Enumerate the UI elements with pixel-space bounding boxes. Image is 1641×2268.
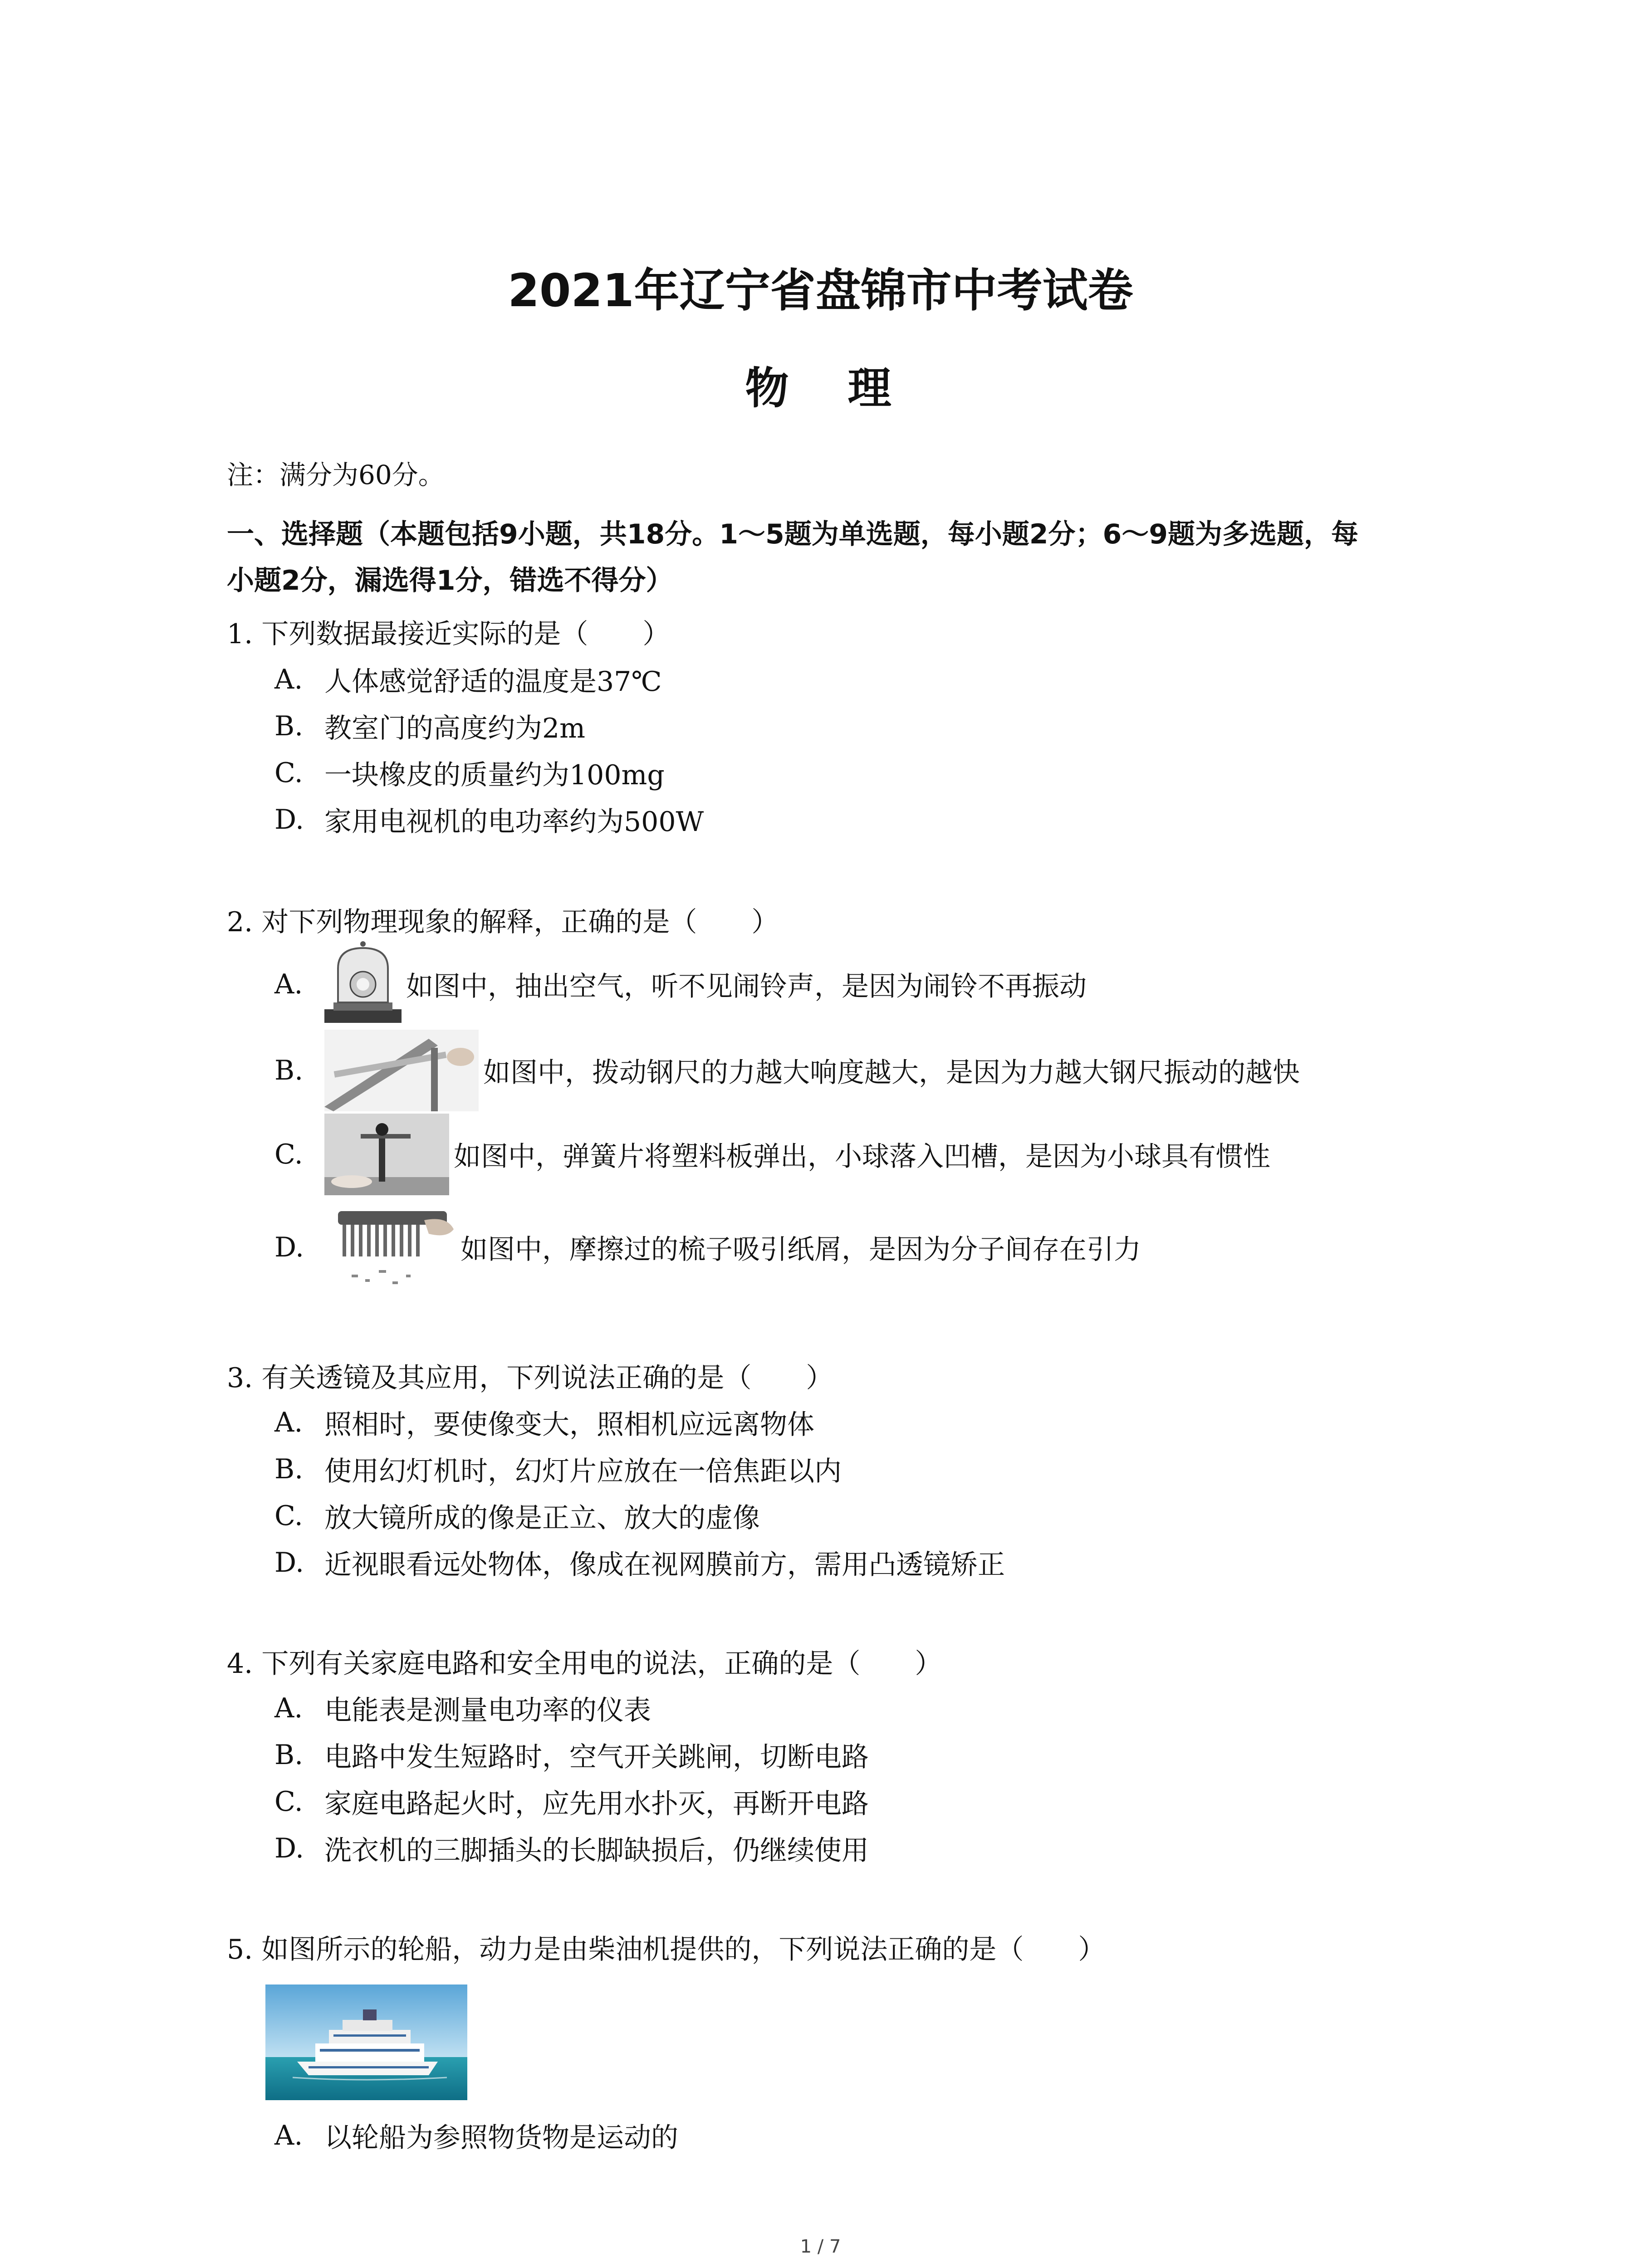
option-text: 如图中，拨动钢尺的力越大响度越大，是因为力越大钢尺振动的越快 (483, 1057, 1300, 1089)
option-letter: A. (274, 1692, 303, 1724)
option-text: 电能表是测量电功率的仪表 (324, 1695, 651, 1726)
page-number: 1 / 7 (800, 2236, 841, 2257)
question-3-option-c[interactable] (274, 1496, 760, 1535)
section-header-line-1: 一、选择题（本题包括9小题，共18分。1～5题为单选题，每小题2分；6～9题为多选题，每 (227, 518, 1358, 550)
option-text: 照相时，要使像变大，照相机应远离物体 (324, 1409, 814, 1441)
question-2-option-c[interactable] (274, 1114, 1270, 1195)
option-text: 一块橡皮的质量约为100mg (324, 759, 665, 791)
option-letter: D. (274, 1833, 304, 1864)
option-text: 洗衣机的三脚插头的长脚缺损后，仍继续使用 (324, 1835, 869, 1867)
question-3-option-b[interactable] (274, 1450, 842, 1489)
option-text: 家用电视机的电功率约为500W (324, 806, 704, 838)
option-letter: A. (274, 1407, 303, 1438)
question-4-option-b[interactable] (274, 1735, 869, 1774)
question-2-option-a[interactable] (274, 941, 1087, 1027)
inertia-apparatus-image (324, 1114, 449, 1195)
question-1-option-a[interactable] (274, 660, 661, 699)
option-text: 人体感觉舒适的温度是37℃ (324, 666, 662, 698)
question-5-option-a[interactable] (274, 2116, 678, 2155)
question-4-stem: 4. 下列有关家庭电路和安全用电的说法，正确的是（ ） (227, 1648, 942, 1680)
option-letter: B. (274, 1453, 304, 1485)
exam-title: 2021年辽宁省盘锦市中考试卷 (508, 264, 1133, 317)
option-text: 电路中发生短路时，空气开关跳闸，切断电路 (324, 1741, 869, 1773)
question-3-option-d[interactable] (274, 1543, 1005, 1582)
score-note: 注：满分为60分。 (227, 459, 445, 490)
option-letter: A. (274, 664, 303, 695)
option-letter: A. (274, 2120, 303, 2151)
option-text: 放大镜所成的像是正立、放大的虚像 (324, 1502, 760, 1534)
question-3-stem: 3. 有关透镜及其应用，下列说法正确的是（ ） (227, 1362, 833, 1394)
question-1-option-c[interactable] (274, 753, 665, 792)
subject-char-1: 物 (745, 363, 794, 414)
option-text: 使用幻灯机时，幻灯片应放在一倍焦距以内 (324, 1456, 842, 1487)
question-5-stem: 5. 如图所示的轮船，动力是由柴油机提供的，下列说法正确的是（ ） (227, 1934, 1106, 1965)
bell-jar-image (324, 941, 402, 1027)
steel-ruler-image (324, 1030, 479, 1111)
cruise-ship-image (265, 1984, 467, 2100)
subject-char-2: 理 (847, 363, 896, 414)
option-letter: B. (274, 1739, 304, 1771)
question-1-option-d[interactable] (274, 800, 704, 839)
option-letter: C. (274, 1500, 303, 1532)
question-1-option-b[interactable] (274, 707, 585, 746)
question-4-option-c[interactable] (274, 1782, 869, 1821)
option-text: 家庭电路起火时，应先用水扑灭，再断开电路 (324, 1788, 869, 1820)
option-text: 如图中，抽出空气，听不见闹铃声，是因为闹铃不再振动 (406, 971, 1087, 1002)
question-4-option-a[interactable] (274, 1689, 651, 1728)
option-letter: C. (274, 1786, 303, 1818)
exam-subject (0, 354, 1641, 416)
option-letter: A. (274, 968, 303, 1000)
option-text: 如图中，摩擦过的梳子吸引纸屑，是因为分子间存在引力 (460, 1234, 1141, 1266)
question-3-option-a[interactable] (274, 1403, 814, 1442)
option-letter: C. (274, 757, 303, 789)
question-2-option-d[interactable] (274, 1202, 1141, 1293)
question-4-option-d[interactable] (274, 1829, 869, 1868)
option-letter: D. (274, 1232, 304, 1263)
section-header-line-2: 小题2分，漏选得1分，错选不得分） (227, 565, 673, 596)
question-1-stem: 1. 下列数据最接近实际的是（ ） (227, 618, 670, 650)
option-text: 教室门的高度约为2m (324, 713, 586, 744)
option-letter: C. (274, 1139, 303, 1170)
option-letter: B. (274, 1055, 304, 1086)
question-2-option-b[interactable] (274, 1030, 1300, 1111)
option-text: 近视眼看远处物体，像成在视网膜前方，需用凸透镜矫正 (324, 1549, 1005, 1581)
option-text: 以轮船为参照物货物是运动的 (324, 2122, 678, 2154)
option-letter: D. (274, 804, 304, 836)
option-letter: D. (274, 1547, 304, 1579)
option-text: 如图中，弹簧片将塑料板弹出，小球落入凹槽，是因为小球具有惯性 (454, 1141, 1270, 1173)
comb-image (324, 1202, 456, 1293)
option-letter: B. (274, 710, 304, 742)
question-2-stem: 2. 对下列物理现象的解释，正确的是（ ） (227, 906, 779, 938)
